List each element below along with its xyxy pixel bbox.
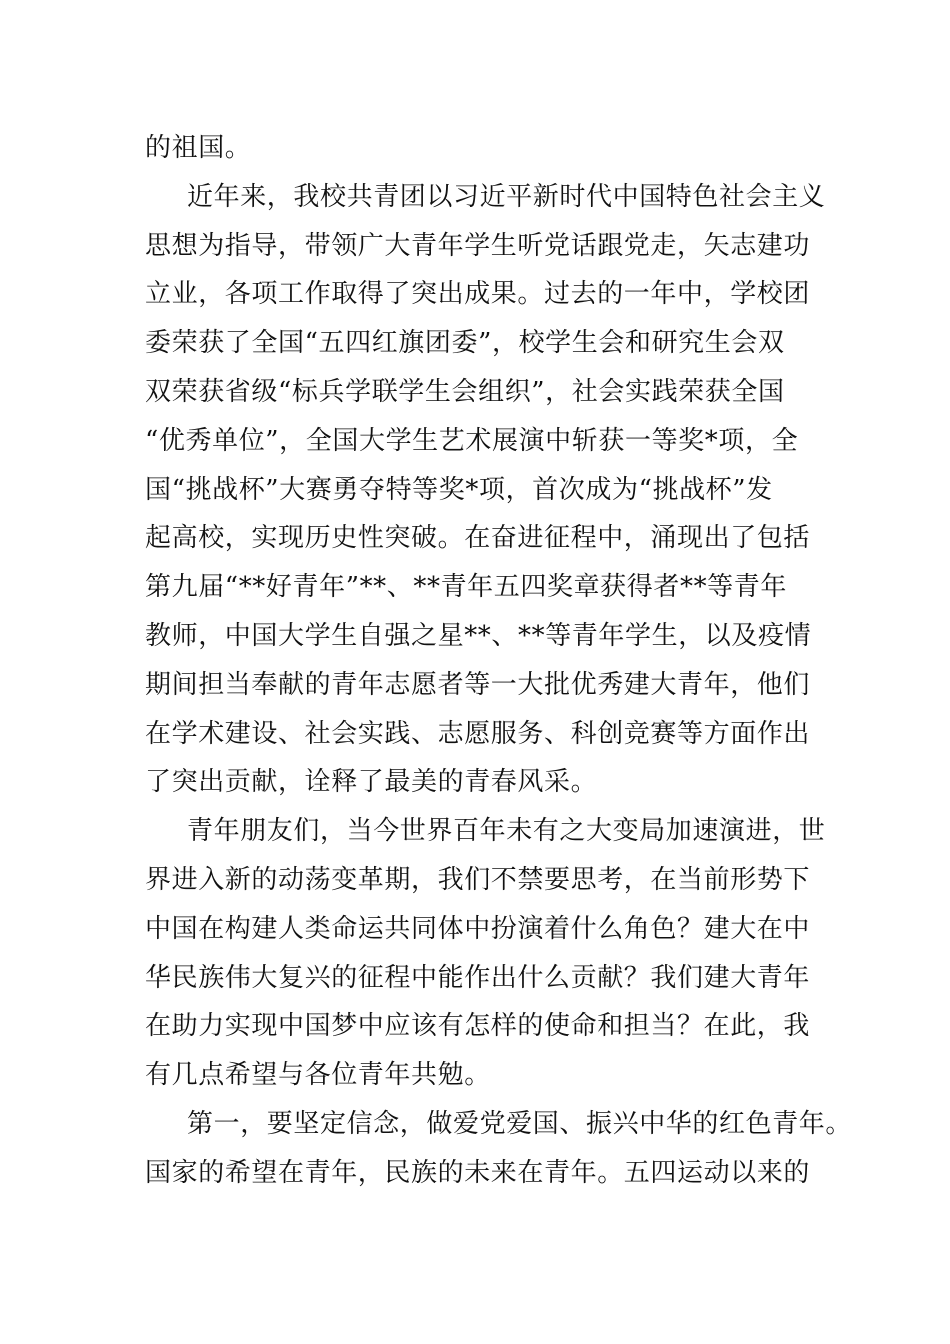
text-line: 教师，中国大学生自强之星**、**等青年学生，以及疫情 [145,620,812,651]
text-line: “优秀单位”，全国大学生艺术展演中斩获一等奖*项，全 [145,425,799,456]
text-line: 近年来，我校共青团以习近平新时代中国特色社会主义 [187,181,826,212]
text-line: 立业，各项工作取得了突出成果。过去的一年中，学校团 [145,279,811,310]
text-line: 委荣获了全国“五四红旗团委”，校学生会和研究生会双 [145,328,785,359]
text-line: 的祖国。 [145,133,252,163]
text-line: 中国在构建人类命运共同体中扮演着什么角色？建大在中 [145,913,811,944]
text-line: 国“挑战杯”大赛勇夺特等奖*项，首次成为“挑战杯”发 [145,474,773,505]
text-line: 第九届“**好青年”**、**青年五四奖章获得者**等青年 [145,572,787,603]
text-line: 国家的希望在青年，民族的未来在青年。五四运动以来的 [145,1157,811,1188]
text-line: 了突出贡献，诠释了最美的青春风采。 [145,767,598,798]
text-line: 第一，要坚定信念，做爱党爱国、振兴中华的红色青年。 [187,1108,853,1139]
text-line: 在助力实现中国梦中应该有怎样的使命和担当？在此，我 [145,1011,811,1042]
text-line: 青年朋友们，当今世界百年未有之大变局加速演进，世 [187,816,826,847]
document-text-body [145,124,853,1198]
text-line: 华民族伟大复兴的征程中能作出什么贡献？我们建大青年 [145,962,811,993]
text-line: 思想为指导，带领广大青年学生听党话跟党走，矢志建功 [145,230,811,261]
text-line: 有几点希望与各位青年共勉。 [145,1060,491,1091]
text-line: 双荣获省级“标兵学联学生会组织”，社会实践荣获全国 [145,376,785,407]
text-line: 起高校，实现历史性突破。在奋进征程中，涌现出了包括 [145,523,811,554]
text-line: 期间担当奉献的青年志愿者等一大批优秀建大青年，他们 [145,669,811,700]
text-line: 在学术建设、社会实践、志愿服务、科创竞赛等方面作出 [145,718,811,749]
text-line: 界进入新的动荡变革期，我们不禁要思考，在当前形势下 [145,864,811,895]
